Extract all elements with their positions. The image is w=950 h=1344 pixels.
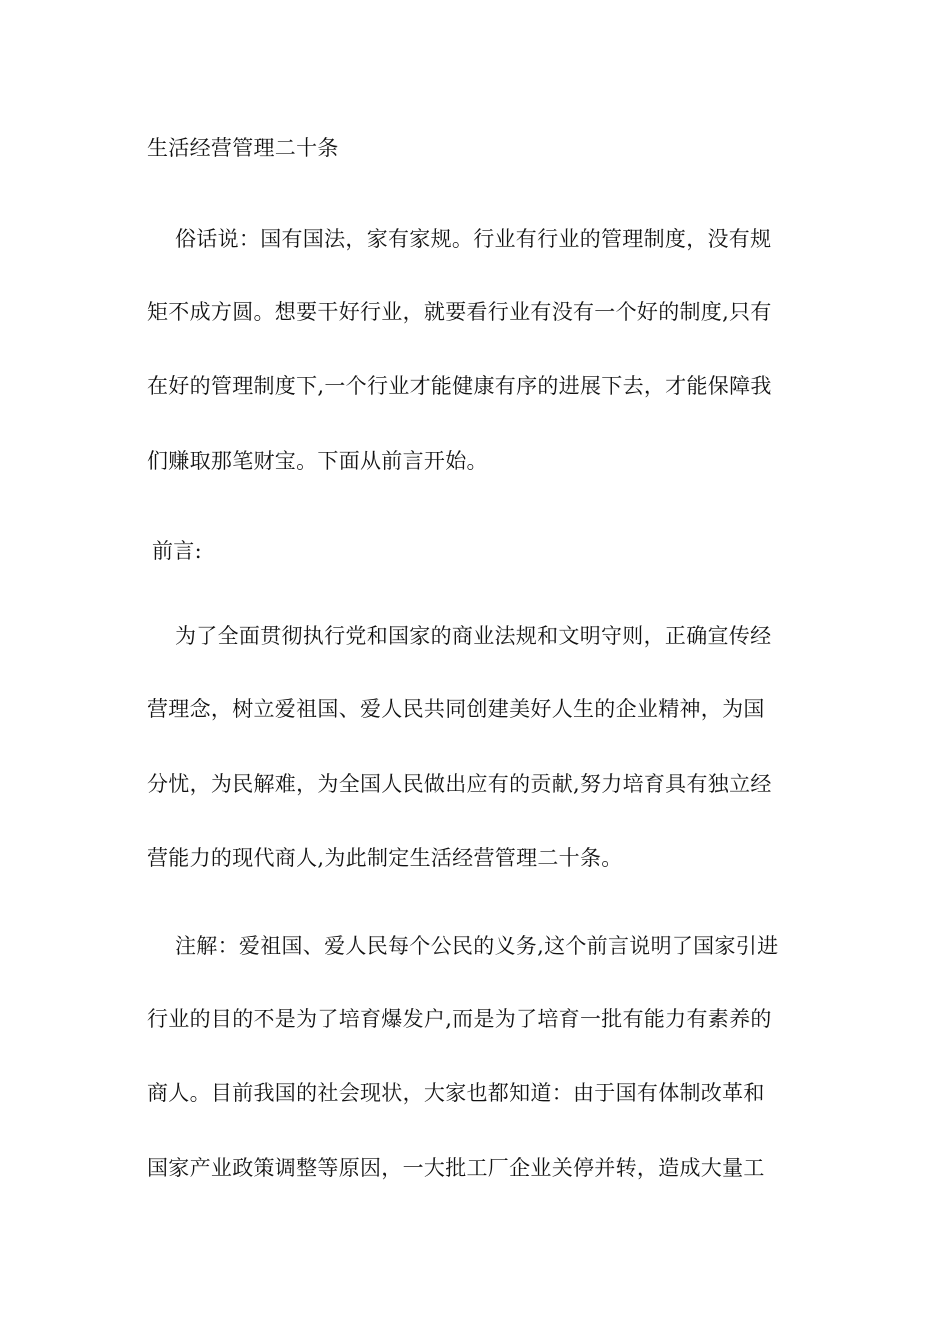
intro-line-1: 俗话说：国有国法，家有家规。行业有行业的管理制度，没有规: [175, 227, 772, 251]
note-line-4: 国家产业政策调整等原因，一大批工厂企业关停并转，造成大量工: [147, 1156, 765, 1180]
note-line-3: 商人。目前我国的社会现状，大家也都知道：由于国有体制改革和: [147, 1081, 765, 1105]
preface-heading: 前言:: [152, 539, 202, 563]
preface-line-1: 为了全面贯彻执行党和国家的商业法规和文明守则，正确宣传经: [175, 624, 772, 648]
intro-line-4: 们赚取那笔财宝。下面从前言开始。: [147, 449, 488, 473]
preface-line-2: 营理念，树立爱祖国、爱人民共同创建美好人生的企业精神，为国: [147, 697, 765, 721]
intro-line-3: 在好的管理制度下,一个行业才能健康有序的进展下去，才能保障我: [147, 374, 772, 398]
note-line-2: 行业的目的不是为了培育爆发户,而是为了培育一批有能力有素养的: [147, 1007, 772, 1031]
note-line-1: 注解：爱祖国、爱人民每个公民的义务,这个前言说明了国家引进: [175, 934, 779, 958]
intro-line-2: 矩不成方圆。想要干好行业，就要看行业有没有一个好的制度,只有: [147, 300, 772, 324]
document-title: 生活经营管理二十条: [147, 136, 339, 160]
preface-line-4: 营能力的现代商人,为此制定生活经营管理二十条。: [147, 846, 623, 870]
preface-line-3: 分忧，为民解难，为全国人民做出应有的贡献,努力培育具有独立经: [147, 772, 772, 796]
